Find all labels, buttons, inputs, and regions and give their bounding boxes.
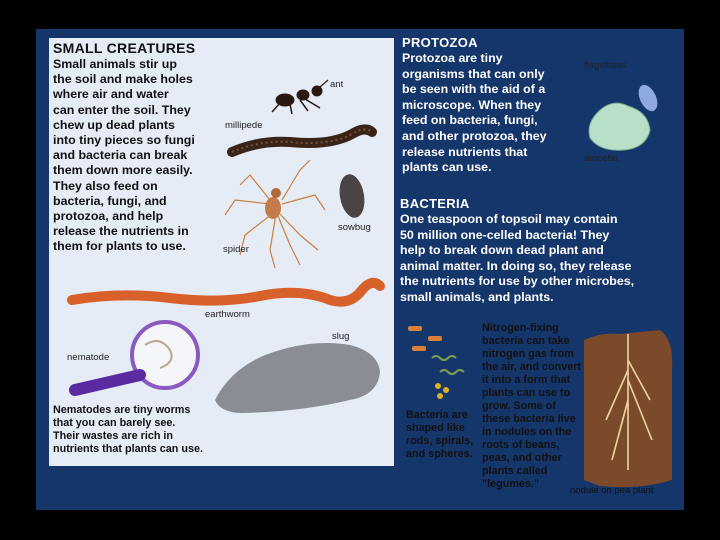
sowbug-illustration [336,172,367,219]
nodule-label: nodule on pea plant [570,485,654,496]
sowbug-label: sowbug [338,222,371,233]
pea-plant-roots-illustration [584,330,672,487]
nitrogen-fixing-text: Nitrogen-fixing bacteria can take nitrogen gas from the air, and convert it into a form that plants can use to grow. Some of these bacteria live in nodules on the roots of beans, peas, and other plants called "legumes." [482,322,582,490]
flagellates-label: flagellates [584,60,627,71]
earthworm-label: earthworm [205,309,250,320]
protozoa-title: PROTOZOA [402,35,478,50]
millipede-label: millipede [225,120,263,131]
protozoa-illustration [589,82,661,150]
ant-illustration [272,80,328,114]
bacteria-text: One teaspoon of topsoil may contain 50 million one-celled bacteria! They help to break down dead plant and animal matter. In doing so, they release the nutrients for use by other microbes, small animals, and plants. [400,212,635,304]
nematode-label: nematode [67,352,110,363]
protozoa-text: Protozoa are tiny organisms that can only be seen with the aid of a microscope. When they feed on bacteria, fungi, and other protozoa, they release nutrients that plants can use. [402,51,547,175]
slug-label: slug [332,331,350,342]
small-creatures-title: SMALL CREATURES [53,40,196,56]
millipede-illustration [232,129,372,152]
small-creatures-text: Small animals stir up the soil and make holes where air and water can enter the soil. They chew up dead plants into tiny pieces so fungi and bacteria can break them down more easily. They also feed on bacteria, fungi, and protozoa, and help release the nutrients in them for plants to use. [53,57,195,254]
spider-label: spider [223,244,249,255]
bacteria-shapes-illustration [408,326,464,399]
ant-label: ant [330,79,344,90]
slug-illustration [215,343,380,413]
earthworm-illustration [72,283,380,302]
bacteria-title: BACTERIA [400,196,470,211]
nematode-text: Nematodes are tiny worms that you can barely see. Their wastes are rich in nutrients that plants can use. [53,404,203,455]
amoeba-label: amoeba [584,153,619,164]
bacteria-shapes-text: Bacteria are shaped like rods, spirals, and spheres. [406,409,474,460]
